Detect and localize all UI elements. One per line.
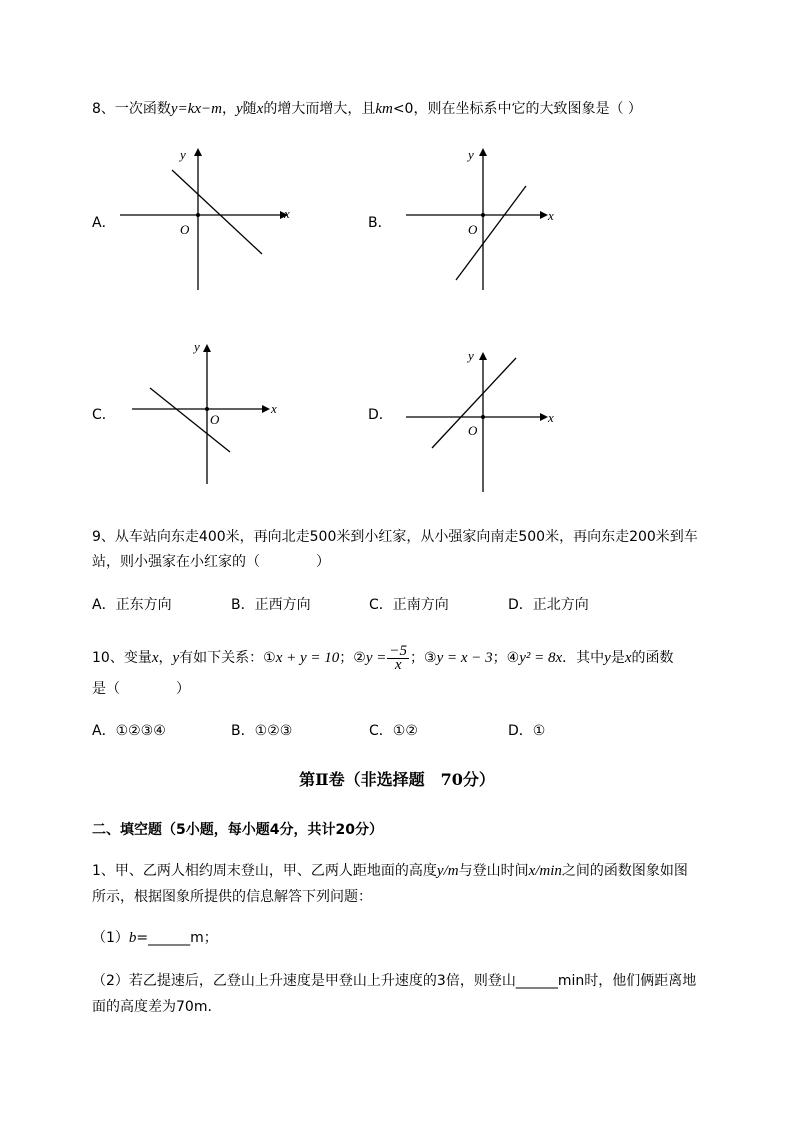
function-line [172, 170, 262, 254]
q10-text: ；④ [492, 650, 520, 666]
fill1-line2: 所示，根据图象所提供的信息解答下列问题： [92, 889, 372, 905]
fraction-numerator: −5 [389, 642, 408, 659]
q10-text: ．其中 [562, 650, 605, 666]
q8-option-d-graph[interactable] [398, 344, 568, 494]
q10-var-y: y [604, 650, 611, 666]
x-axis-label: x [284, 206, 290, 221]
q8-suffix: <0，则在坐标系中它的大致图象是（ ） [392, 101, 642, 117]
q9-option-a[interactable]: A．正东方向 [92, 597, 172, 613]
q8-option-a-label[interactable]: A． [92, 215, 116, 231]
q8-text: 的增大而增大，且 [263, 101, 376, 117]
x-axis-label: x [548, 410, 554, 425]
q10-var-y: y [172, 650, 180, 666]
q10-option-a[interactable]: A．①②③④ [92, 723, 166, 739]
y-axis-label: y [194, 339, 200, 354]
q8-text: 随 [242, 101, 257, 117]
origin-dot [481, 415, 485, 419]
origin-dot [196, 213, 200, 217]
q10-equation-2-lhs: y = [365, 650, 387, 666]
q8-function: y=kx−m [170, 101, 222, 117]
q10-stem-line2: 是（ ） [92, 681, 190, 697]
q8-text: ， [221, 101, 236, 117]
origin-label: O [468, 222, 478, 237]
origin-label: O [210, 412, 220, 427]
y-axis-arrow-icon [194, 148, 202, 156]
q10-prefix: 10、变量 [92, 650, 152, 666]
fill1-sub2-line1: （2）若乙提速后，乙登山上升速度是甲登山上升速度的3倍，则登山______min时，他们俩距离地 [92, 973, 697, 989]
q10-text: 是 [610, 650, 625, 666]
part2-title: 第Ⅱ卷（非选择题 70分） [299, 770, 495, 789]
y-axis-arrow-icon [479, 148, 487, 156]
q8-option-a-graph[interactable] [112, 142, 292, 292]
q9-option-c[interactable]: C．正南方向 [369, 597, 449, 613]
fraction-denominator: x [394, 656, 402, 673]
q8-prefix: 8、一次函数 [92, 101, 171, 117]
q8-option-c-label[interactable]: C． [92, 407, 116, 423]
fill1-sub1 [92, 929, 218, 947]
q8-var-x: x [256, 101, 264, 117]
fill1-text: 之间的函数图象如图 [561, 863, 688, 879]
origin-dot [481, 213, 485, 217]
q8-option-b-label[interactable]: B． [368, 215, 392, 231]
fill1-text: 1、甲、乙两人相约周末登山，甲、乙两人距地面的高度 [92, 863, 437, 879]
q10-stem-line1 [92, 644, 673, 672]
q10-text: 的函数 [631, 650, 674, 666]
x-axis-arrow-icon [262, 405, 270, 413]
q8-option-d-label[interactable]: D． [368, 407, 393, 423]
section-heading: 二、填空题（5小题，每小题4分，共计20分） [92, 822, 383, 838]
q8-var-y: y [235, 101, 243, 117]
x-axis-label: x [271, 401, 277, 416]
q10-option-d[interactable]: D．① [508, 723, 546, 739]
q10-var-x: x [624, 650, 632, 666]
q10-option-c[interactable]: C．①② [369, 723, 418, 739]
origin-label: O [180, 222, 190, 237]
fill1-sub1-var-b: b [128, 930, 137, 946]
function-line [456, 186, 526, 280]
fill1-sub1-blank[interactable]: =______m； [136, 930, 218, 946]
q9-line2: 站，则小强家在小红家的（ ） [92, 554, 330, 570]
q9-line1: 9、从车站向东走400米，再向北走500米到小红家，从小强家向南走500米，再向东走200米到车 [92, 529, 698, 545]
q10-text: ；② [339, 650, 366, 666]
q10-equation-1: x + y = 10 [275, 650, 340, 666]
q9-option-d[interactable]: D．正北方向 [508, 597, 589, 613]
fill1-sub1-number: （1） [92, 930, 129, 946]
fill1-line1 [92, 862, 688, 880]
y-axis-label: y [468, 147, 474, 162]
q10-option-b[interactable]: B．①②③ [231, 723, 293, 739]
q9-option-b[interactable]: B．正西方向 [231, 597, 311, 613]
q8-km: km [375, 101, 393, 117]
q10-text: ， [158, 650, 173, 666]
y-axis-label: y [468, 348, 474, 363]
q8-stem [92, 100, 642, 118]
q10-equation-4: y² = 8x [519, 650, 563, 666]
x-axis-label: x [548, 208, 554, 223]
q8-option-c-graph[interactable] [124, 336, 284, 486]
y-axis-arrow-icon [479, 352, 487, 360]
y-axis-label: y [180, 147, 186, 162]
q8-option-b-graph[interactable] [398, 142, 568, 292]
q10-text: 有如下关系：① [179, 650, 276, 666]
y-axis-arrow-icon [203, 344, 211, 352]
fill1-unit-time: x/min [528, 863, 562, 879]
q10-equation-2-fraction [387, 642, 409, 673]
origin-dot [205, 407, 209, 411]
origin-label: O [468, 423, 478, 438]
q10-text: ；③ [410, 650, 437, 666]
x-axis-arrow-icon [540, 211, 548, 219]
fill1-text: 与登山时间 [458, 863, 529, 879]
q10-var-x: x [151, 650, 159, 666]
fill1-unit-height: y/m [436, 863, 459, 879]
fill1-sub2-line2: 面的高度差为70m. [92, 999, 212, 1015]
x-axis-arrow-icon [540, 413, 548, 421]
q10-equation-3: y = x − 3 [436, 650, 493, 666]
